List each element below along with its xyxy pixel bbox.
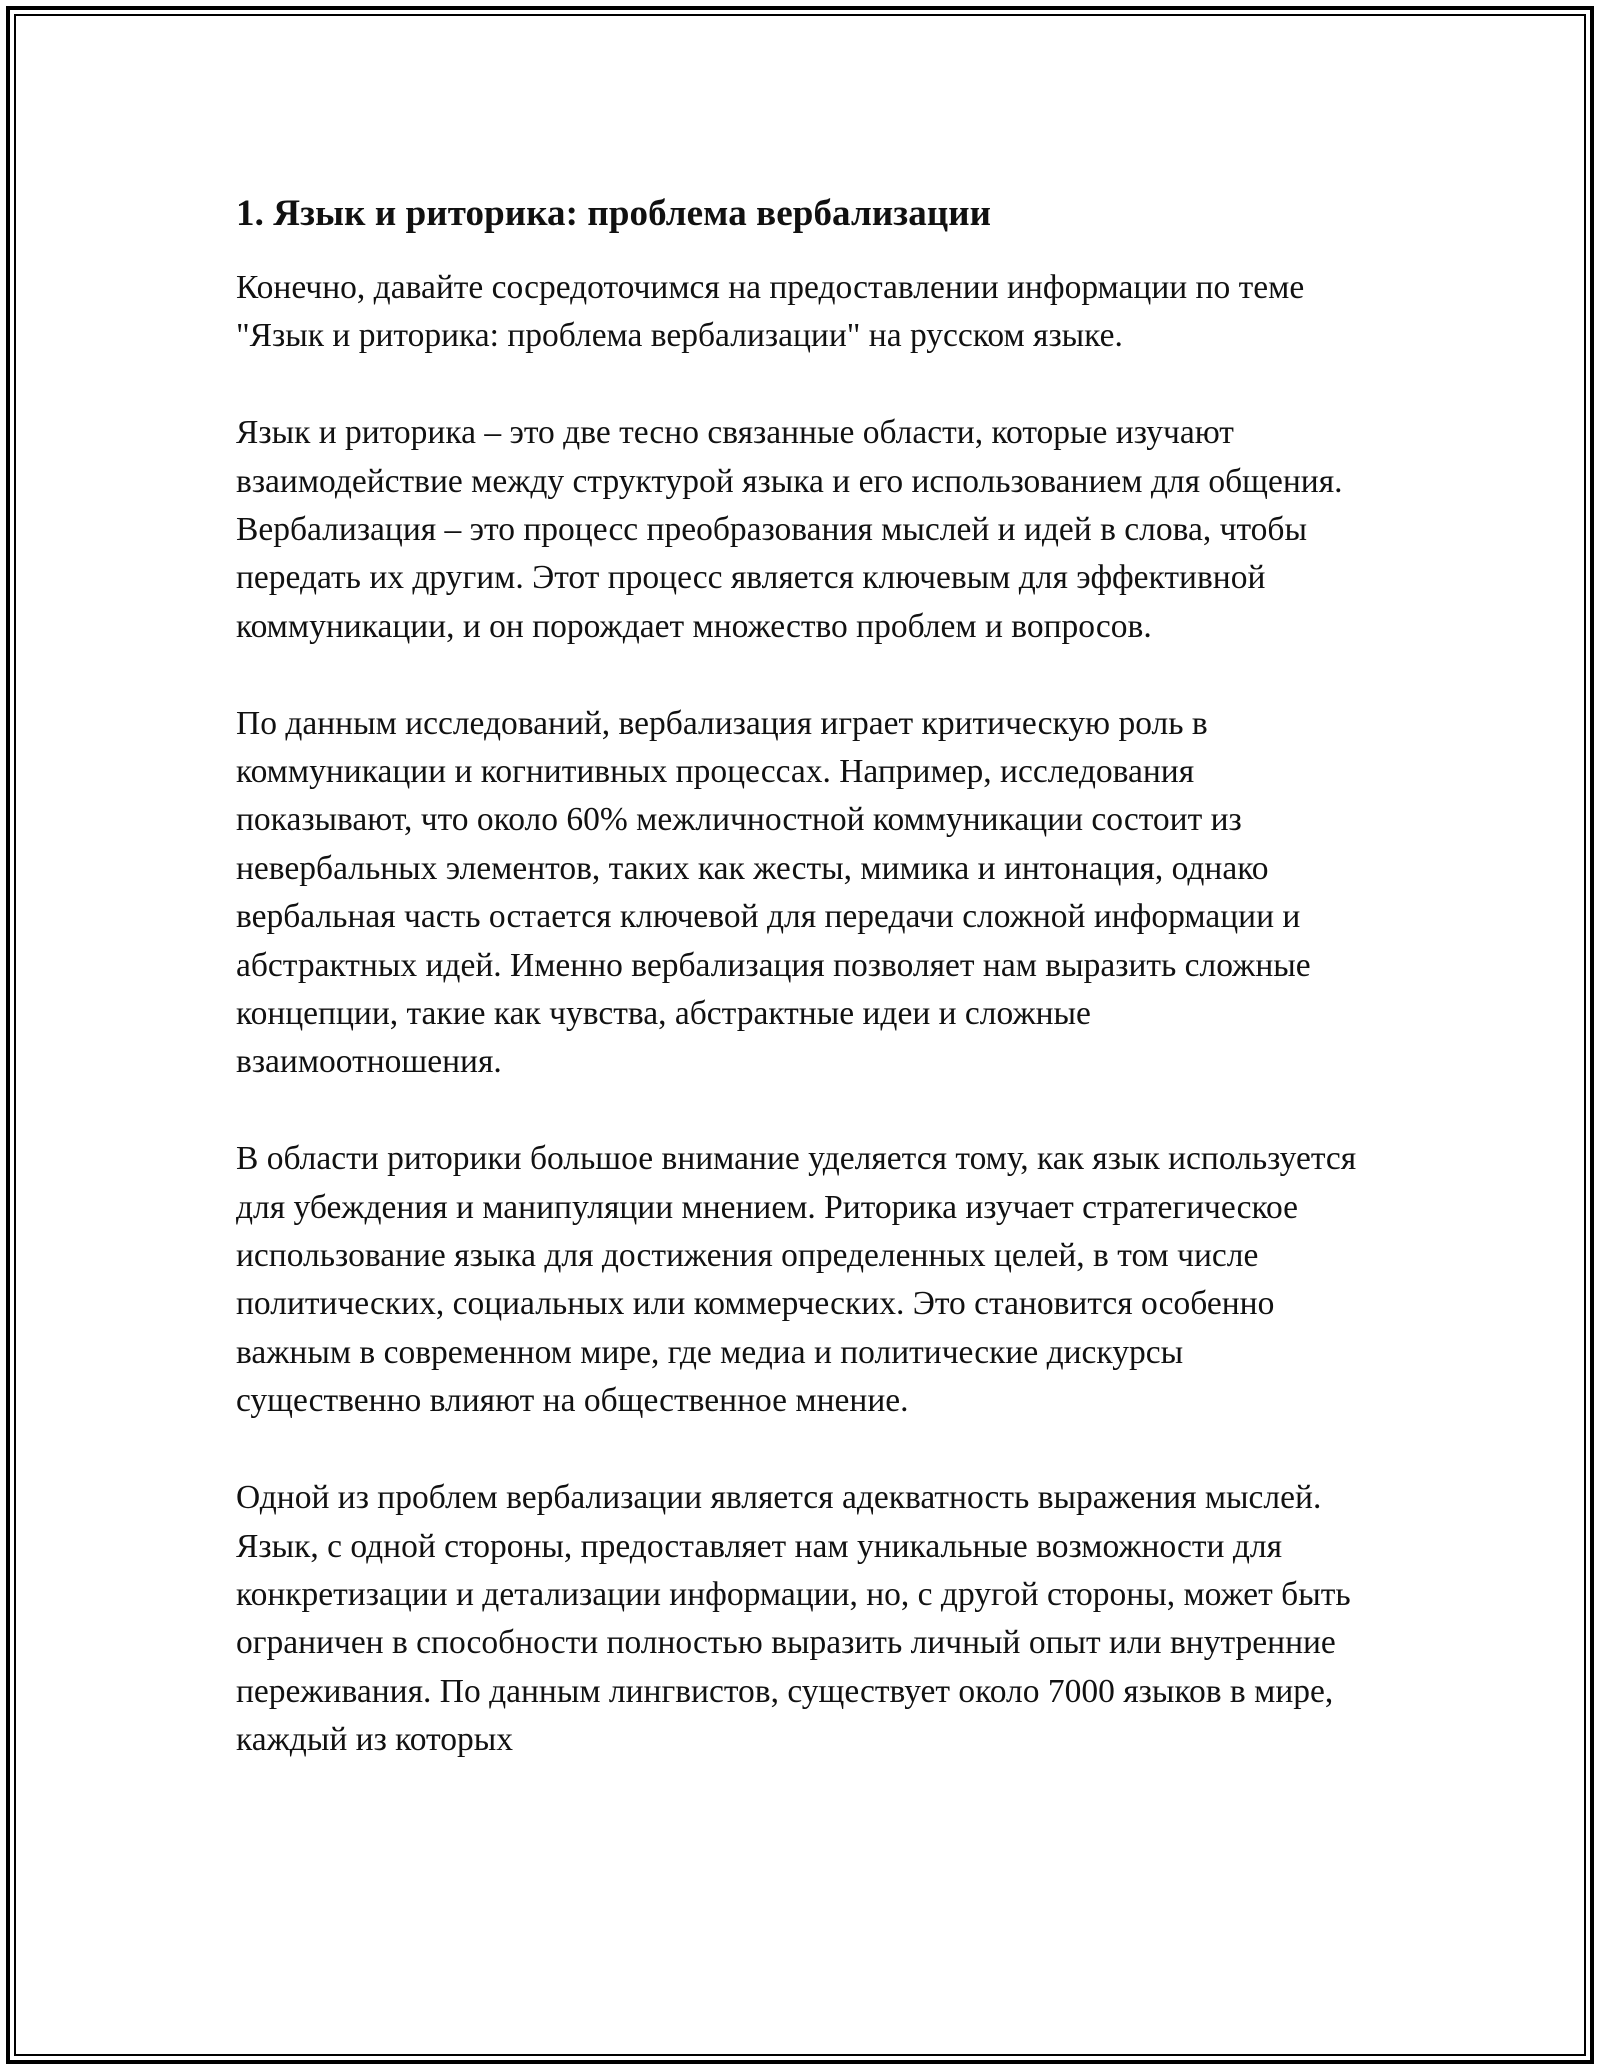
document-body xyxy=(236,186,1364,1765)
paragraph-rhetoric: В области риторики большое внимание уделяется тому, как язык используется для убеждения и манипуляции мнением. Риторика изучает стратегическое использование языка для достижения определенных целей, в том числе политических, социальных или коммерческих. Это становится особенно важным в современном мире, где медиа и политические дискурсы существенно влияют на общественное мнение. xyxy=(236,1140,1357,1420)
paragraph-definition: Язык и риторика – это две тесно связанные области, которые изучают взаимодействие между структурой языка и его использованием для общения. Вербализация – это процесс преобразования мыслей и идей в слова, чтобы передать их другим. Этот процесс является ключевым для эффективной коммуникации, и он порождает множество проблем и вопросов. xyxy=(236,414,1343,645)
paragraph-intro: Конечно, давайте сосредоточимся на предоставлении информации по теме "Язык и риторика: проблема вербализации" на русском языке. xyxy=(236,269,1305,355)
paragraph-problems: Одной из проблем вербализации является адекватность выражения мыслей. Язык, с одной стороны, предоставляет нам уникальные возможности для конкретизации и детализации информации, но, с другой стороны, может быть ограничен в способности полностью выразить личный опыт или внутренние переживания. По данным лингвистов, существует около 7000 языков в мире, каждый из которых xyxy=(236,1479,1351,1759)
document-title: 1. Язык и риторика: проблема вербализации xyxy=(236,193,992,234)
paragraph-research: По данным исследований, вербализация играет критическую роль в коммуникации и когнитивных процессах. Например, исследования показывают, что около 60% межличностной коммуникации состоит из невербальных элементов, таких как жесты, мимика и интонация, однако вербальная часть остается ключевой для передачи сложной информации и абстрактных идей. Именно вербализация позволяет нам выразить сложные концепции, такие как чувства, абстрактные идеи и сложные взаимоотношения. xyxy=(236,704,1311,1081)
